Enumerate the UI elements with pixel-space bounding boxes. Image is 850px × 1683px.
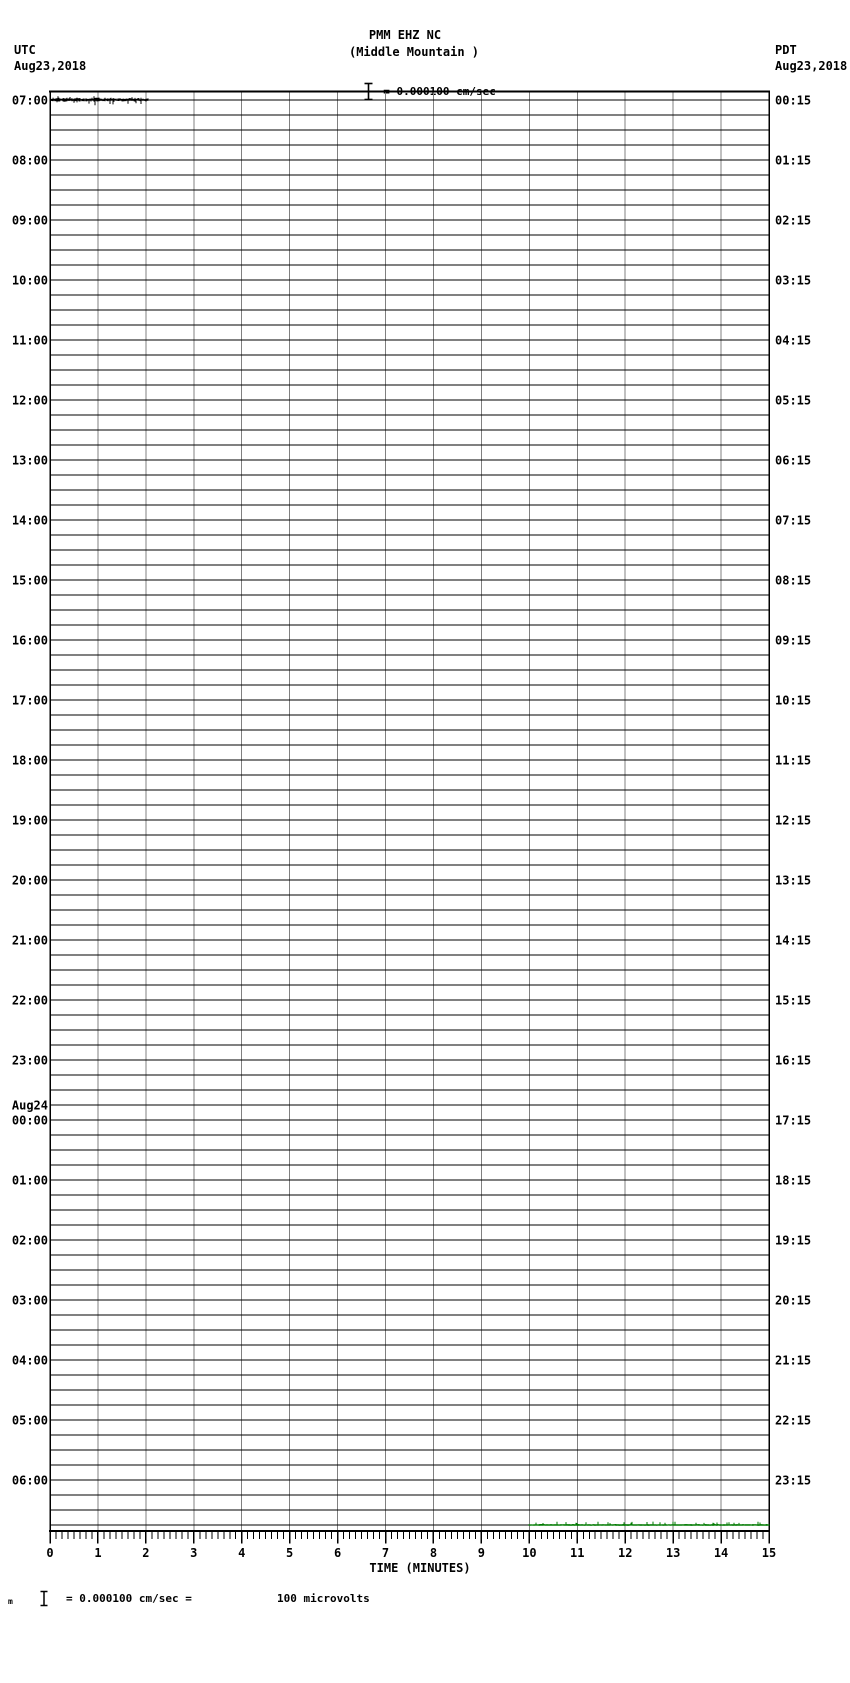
hour-label-right: 23:15: [775, 1473, 812, 1488]
footer-scale-text: = 0.000100 cm/sec =: [66, 1592, 192, 1605]
hour-label-left: 12:00: [11, 393, 48, 408]
hour-label-right: 11:15: [775, 753, 812, 768]
hour-label-left: 21:00: [11, 933, 48, 948]
axis-ticks: [50, 1532, 769, 1544]
axis-tick-label: 14: [713, 1546, 729, 1560]
axis-tick-label: 7: [381, 1546, 390, 1560]
hour-label-right: 14:15: [775, 933, 812, 948]
noise-trace-black: [50, 96, 148, 105]
hour-label-right: 18:15: [775, 1173, 812, 1188]
hour-label-left: 03:00: [11, 1293, 48, 1308]
hour-label-left: 04:00: [11, 1353, 48, 1368]
scale-text: = 0.000100 cm/sec: [383, 85, 496, 98]
hour-label-right: 02:15: [775, 213, 812, 228]
hour-label-right: 05:15: [775, 393, 812, 408]
hour-label-left: 06:00: [11, 1473, 48, 1488]
station-title: PMM EHZ NC: [368, 28, 442, 42]
hour-label-left: 22:00: [11, 993, 48, 1008]
hour-label-right: 01:15: [775, 153, 812, 168]
trace-baselines: [50, 100, 769, 1525]
hour-label-right: 10:15: [775, 693, 812, 708]
hour-label-left: 05:00: [11, 1413, 48, 1428]
hour-label-right: 12:15: [775, 813, 812, 828]
axis-tick-label: 11: [570, 1546, 585, 1560]
hour-label-left: 14:00: [11, 513, 48, 528]
hour-label-right: 19:15: [775, 1233, 812, 1248]
axis-tick-label: 15: [761, 1546, 777, 1560]
axis-tick-label: 1: [94, 1546, 102, 1560]
hour-label-left: 11:00: [11, 333, 48, 348]
date-break-label: Aug24: [11, 1098, 48, 1113]
hour-label-left: 08:00: [11, 153, 48, 168]
footer-equivalent: 100 microvolts: [277, 1592, 370, 1605]
hour-label-left: 13:00: [11, 453, 48, 468]
axis-tick-label: 4: [238, 1546, 246, 1560]
hour-label-right: 08:15: [775, 573, 812, 588]
axis-tick-label: 13: [665, 1546, 681, 1560]
hour-label-right: 13:15: [775, 873, 812, 888]
hour-label-left: 16:00: [11, 633, 48, 648]
right-date-label: Aug23,2018: [775, 59, 848, 73]
hour-label-left: 19:00: [11, 813, 48, 828]
hour-label-left: 23:00: [11, 1053, 48, 1068]
station-location: (Middle Mountain ): [348, 45, 480, 59]
hour-label-right: 06:15: [775, 453, 812, 468]
axis-tick-label: 12: [617, 1546, 633, 1560]
axis-tick-label: 5: [286, 1546, 294, 1560]
axis-tick-label: 10: [522, 1546, 537, 1560]
hour-label-left: 18:00: [11, 753, 48, 768]
hour-label-right: 00:15: [775, 93, 812, 108]
hour-label-right: 04:15: [775, 333, 812, 348]
axis-tick-label: 3: [190, 1546, 198, 1560]
footer-marker: m: [8, 1597, 13, 1606]
hour-label-left: 07:00: [11, 93, 48, 108]
hour-label-left: 20:00: [11, 873, 48, 888]
footer-scale-note: [0, 1588, 850, 1612]
hour-label-left: 09:00: [11, 213, 48, 228]
hour-label-left: 17:00: [11, 693, 48, 708]
hour-label-right: 07:15: [775, 513, 812, 528]
right-timezone-label: PDT: [775, 43, 797, 57]
hour-label-left: 10:00: [11, 273, 48, 288]
axis-tick-label: 2: [142, 1546, 150, 1560]
hour-label-left: 02:00: [11, 1233, 48, 1248]
hour-label-right: 22:15: [775, 1413, 812, 1428]
left-timezone-label: UTC: [14, 43, 36, 57]
hour-label-left: 15:00: [11, 573, 48, 588]
hour-label-right: 17:15: [775, 1113, 812, 1128]
hour-label-left: 01:00: [11, 1173, 48, 1188]
noise-trace-green: [529, 1522, 769, 1526]
hour-label-right: 15:15: [775, 993, 812, 1008]
hour-label-right: 20:15: [775, 1293, 812, 1308]
hour-label-right: 21:15: [775, 1353, 812, 1368]
hour-label-left: 00:00: [11, 1113, 48, 1128]
axis-tick-label: 0: [46, 1546, 54, 1560]
axis-title: TIME (MINUTES): [369, 1561, 471, 1575]
axis-tick-label: 8: [429, 1546, 438, 1560]
axis-tick-label: 6: [333, 1546, 342, 1560]
hour-label-right: 03:15: [775, 273, 812, 288]
axis-tick-label: 9: [477, 1546, 486, 1560]
hour-label-right: 09:15: [775, 633, 812, 648]
footer-scale-bar-icon: [39, 1590, 49, 1607]
left-date-label: Aug23,2018: [14, 59, 87, 73]
hour-label-right: 16:15: [775, 1053, 812, 1068]
